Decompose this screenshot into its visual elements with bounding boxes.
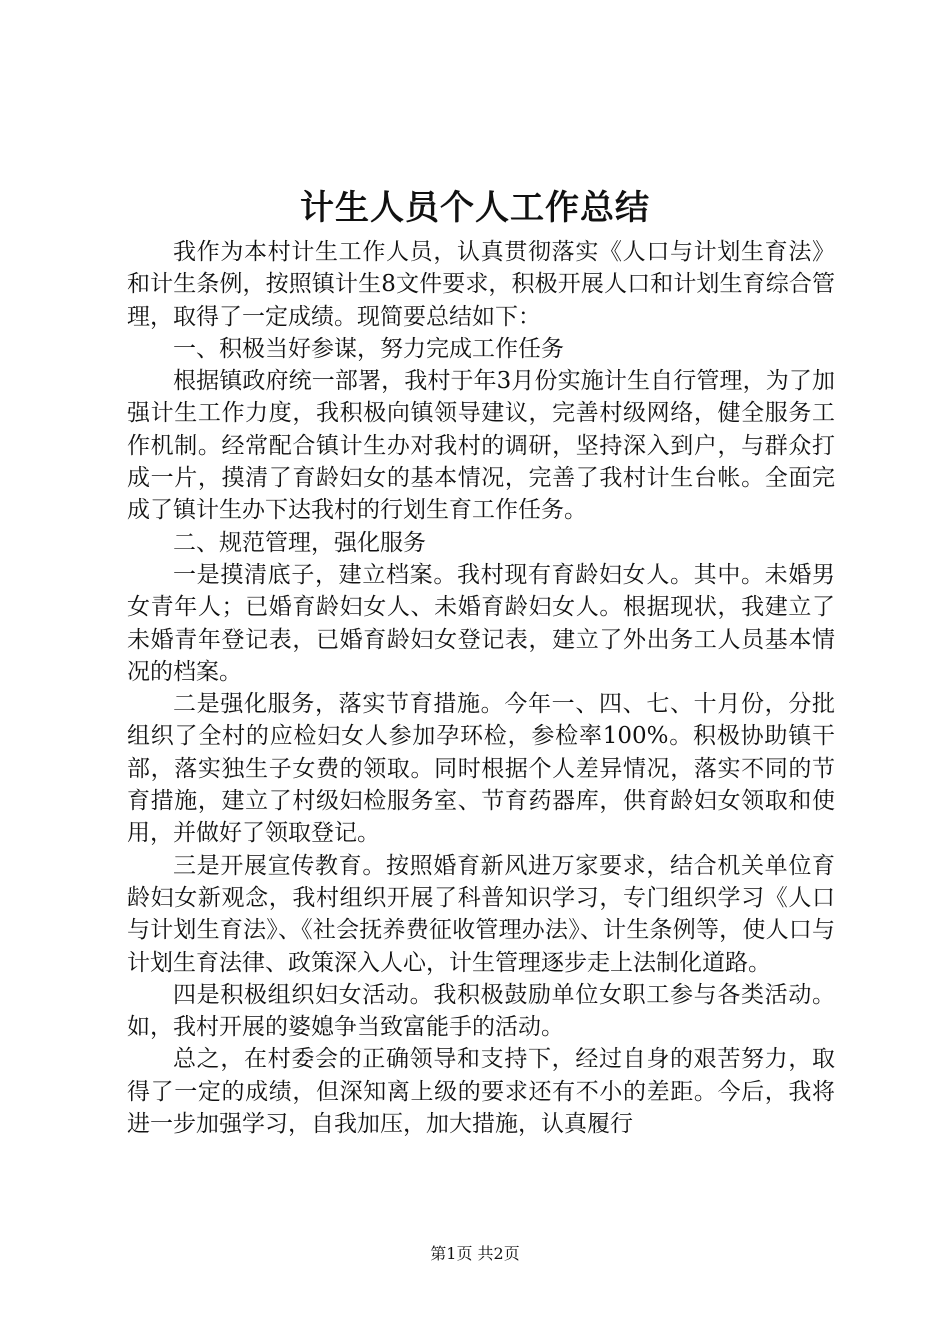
paragraph-conclusion: 总之，在村委会的正确领导和支持下，经过自身的艰苦努力，取得了一定的成绩，但深知离上级的要求还有不小的差距。今后，我将进一步加强学习，自我加压，加大措施，认真履行 (127, 1046, 835, 1138)
paragraph-section-1: 根据镇政府统一部署，我村于年3月份实施计生自行管理，为了加强计生工作力度，我积极向镇领导建议，完善村级网络，健全服务工作机制。经常配合镇计生办对我村的调研，坚持深入到户，与群众打成一片，摸清了育龄妇女的基本情况，完善了我村计生台帐。全面完成了镇计生办下达我村的行划生育工作任务。 (127, 368, 835, 524)
document-body (127, 236, 835, 1140)
section-heading-1: 一、积极当好参谋，努力完成工作任务 (173, 335, 564, 362)
paragraph-item-1: 一是摸清底子，建立档案。我村现有育龄妇女人。其中。未婚男女青年人；已婚育龄妇女人、未婚育龄妇女人。根据现状，我建立了未婚青年登记表，已婚育龄妇女登记表，建立了外出务工人员基本情况的档案。 (127, 561, 835, 685)
paragraph-item-2: 二是强化服务，落实节育措施。今年一、四、七、十月份，分批组织了全村的应检妇女人参加孕环检，参检率100%。积极协助镇干部，落实独生子女费的领取。同时根据个人差异情况，落实不同的节育措施，建立了村级妇检服务室、节育药器库，供育龄妇女领取和使用，并做好了领取登记。 (127, 691, 835, 847)
document-title: 计生人员个人工作总结 (300, 188, 650, 228)
section-heading-2: 二、规范管理，强化服务 (173, 529, 426, 556)
page-number-footer: 第1页 共2页 (430, 1244, 520, 1263)
paragraph-item-4: 四是积极组织妇女活动。我积极鼓励单位女职工参与各类活动。如，我村开展的婆媳争当致富能手的活动。 (127, 981, 835, 1041)
paragraph-item-3: 三是开展宣传教育。按照婚育新风进万家要求，结合机关单位育龄妇女新观念，我村组织开展了科普知识学习，专门组织学习《人口与计划生育法》、《社会抚养费征收管理办法》、计生条例等，使人口与计划生育法律、政策深入人心，计生管理逐步走上法制化道路。 (127, 852, 835, 976)
paragraph-intro: 我作为本村计生工作人员，认真贯彻落实《人口与计划生育法》和计生条例，按照镇计生8文件要求，积极开展人口和计划生育综合管理，取得了一定成绩。现简要总结如下： (127, 239, 835, 330)
